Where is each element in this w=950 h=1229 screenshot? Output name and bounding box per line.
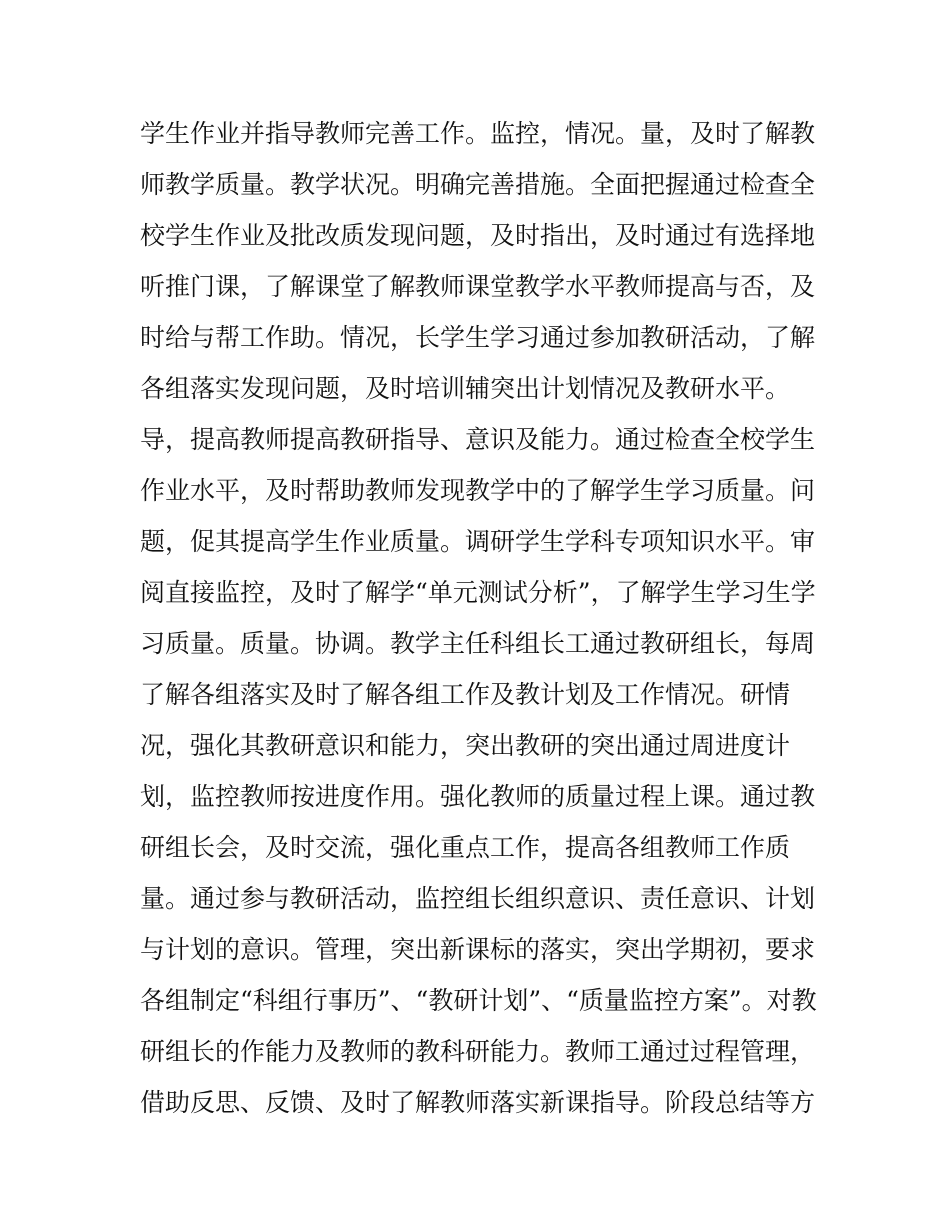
text-line: 时给与帮工作助。情况，长学生学习通过参加教研活动，了解 bbox=[140, 323, 816, 352]
text-line: 与计划的意识。管理，突出新课标的落实，突出学期初，要求 bbox=[140, 935, 816, 964]
body-text bbox=[140, 108, 820, 1128]
text-line: 师教学质量。教学状况。明确完善措施。全面把握通过检查全 bbox=[140, 170, 816, 199]
text-line: 作业水平，及时帮助教师发现教学中的了解学生学习质量。问 bbox=[140, 476, 816, 505]
text-line: 研组长的作能力及教师的教科研能力。教师工通过过程管理， bbox=[140, 1037, 816, 1066]
text-line: 研组长会，及时交流，强化重点工作，提高各组教师工作质 bbox=[140, 833, 791, 862]
text-line: 导，提高教师提高教研指导、意识及能力。通过检查全校学生 bbox=[140, 425, 816, 454]
text-line: 划，监控教师按进度作用。强化教师的质量过程上课。通过教 bbox=[140, 782, 816, 811]
text-line: 量。通过参与教研活动，监控组长组织意识、责任意识、计划 bbox=[140, 884, 816, 913]
text-line: 阅直接监控，及时了解学“单元测试分析”，了解学生学习生学 bbox=[140, 578, 816, 607]
text-line: 借助反思、反馈、及时了解教师落实新课指导。阶段总结等方 bbox=[140, 1088, 816, 1117]
text-line: 题，促其提高学生作业质量。调研学生学科专项知识水平。审 bbox=[140, 527, 816, 556]
text-line: 学生作业并指导教师完善工作。监控，情况。量，及时了解教 bbox=[140, 119, 816, 148]
text-line: 听推门课，了解课堂了解教师课堂教学水平教师提高与否，及 bbox=[140, 272, 816, 301]
text-line: 校学生作业及批改质发现问题，及时指出，及时通过有选择地 bbox=[140, 221, 816, 250]
text-line: 各组落实发现问题，及时培训辅突出计划情况及教研水平。 bbox=[140, 374, 791, 403]
text-line: 各组制定“科组行事历”、“教研计划”、“质量监控方案”。对教 bbox=[140, 986, 817, 1015]
text-line: 况，强化其教研意识和能力，突出教研的突出通过周进度计 bbox=[140, 731, 791, 760]
text-line: 了解各组落实及时了解各组工作及教计划及工作情况。研情 bbox=[140, 680, 791, 709]
text-line: 习质量。质量。协调。教学主任科组长工通过教研组长，每周 bbox=[140, 629, 816, 658]
